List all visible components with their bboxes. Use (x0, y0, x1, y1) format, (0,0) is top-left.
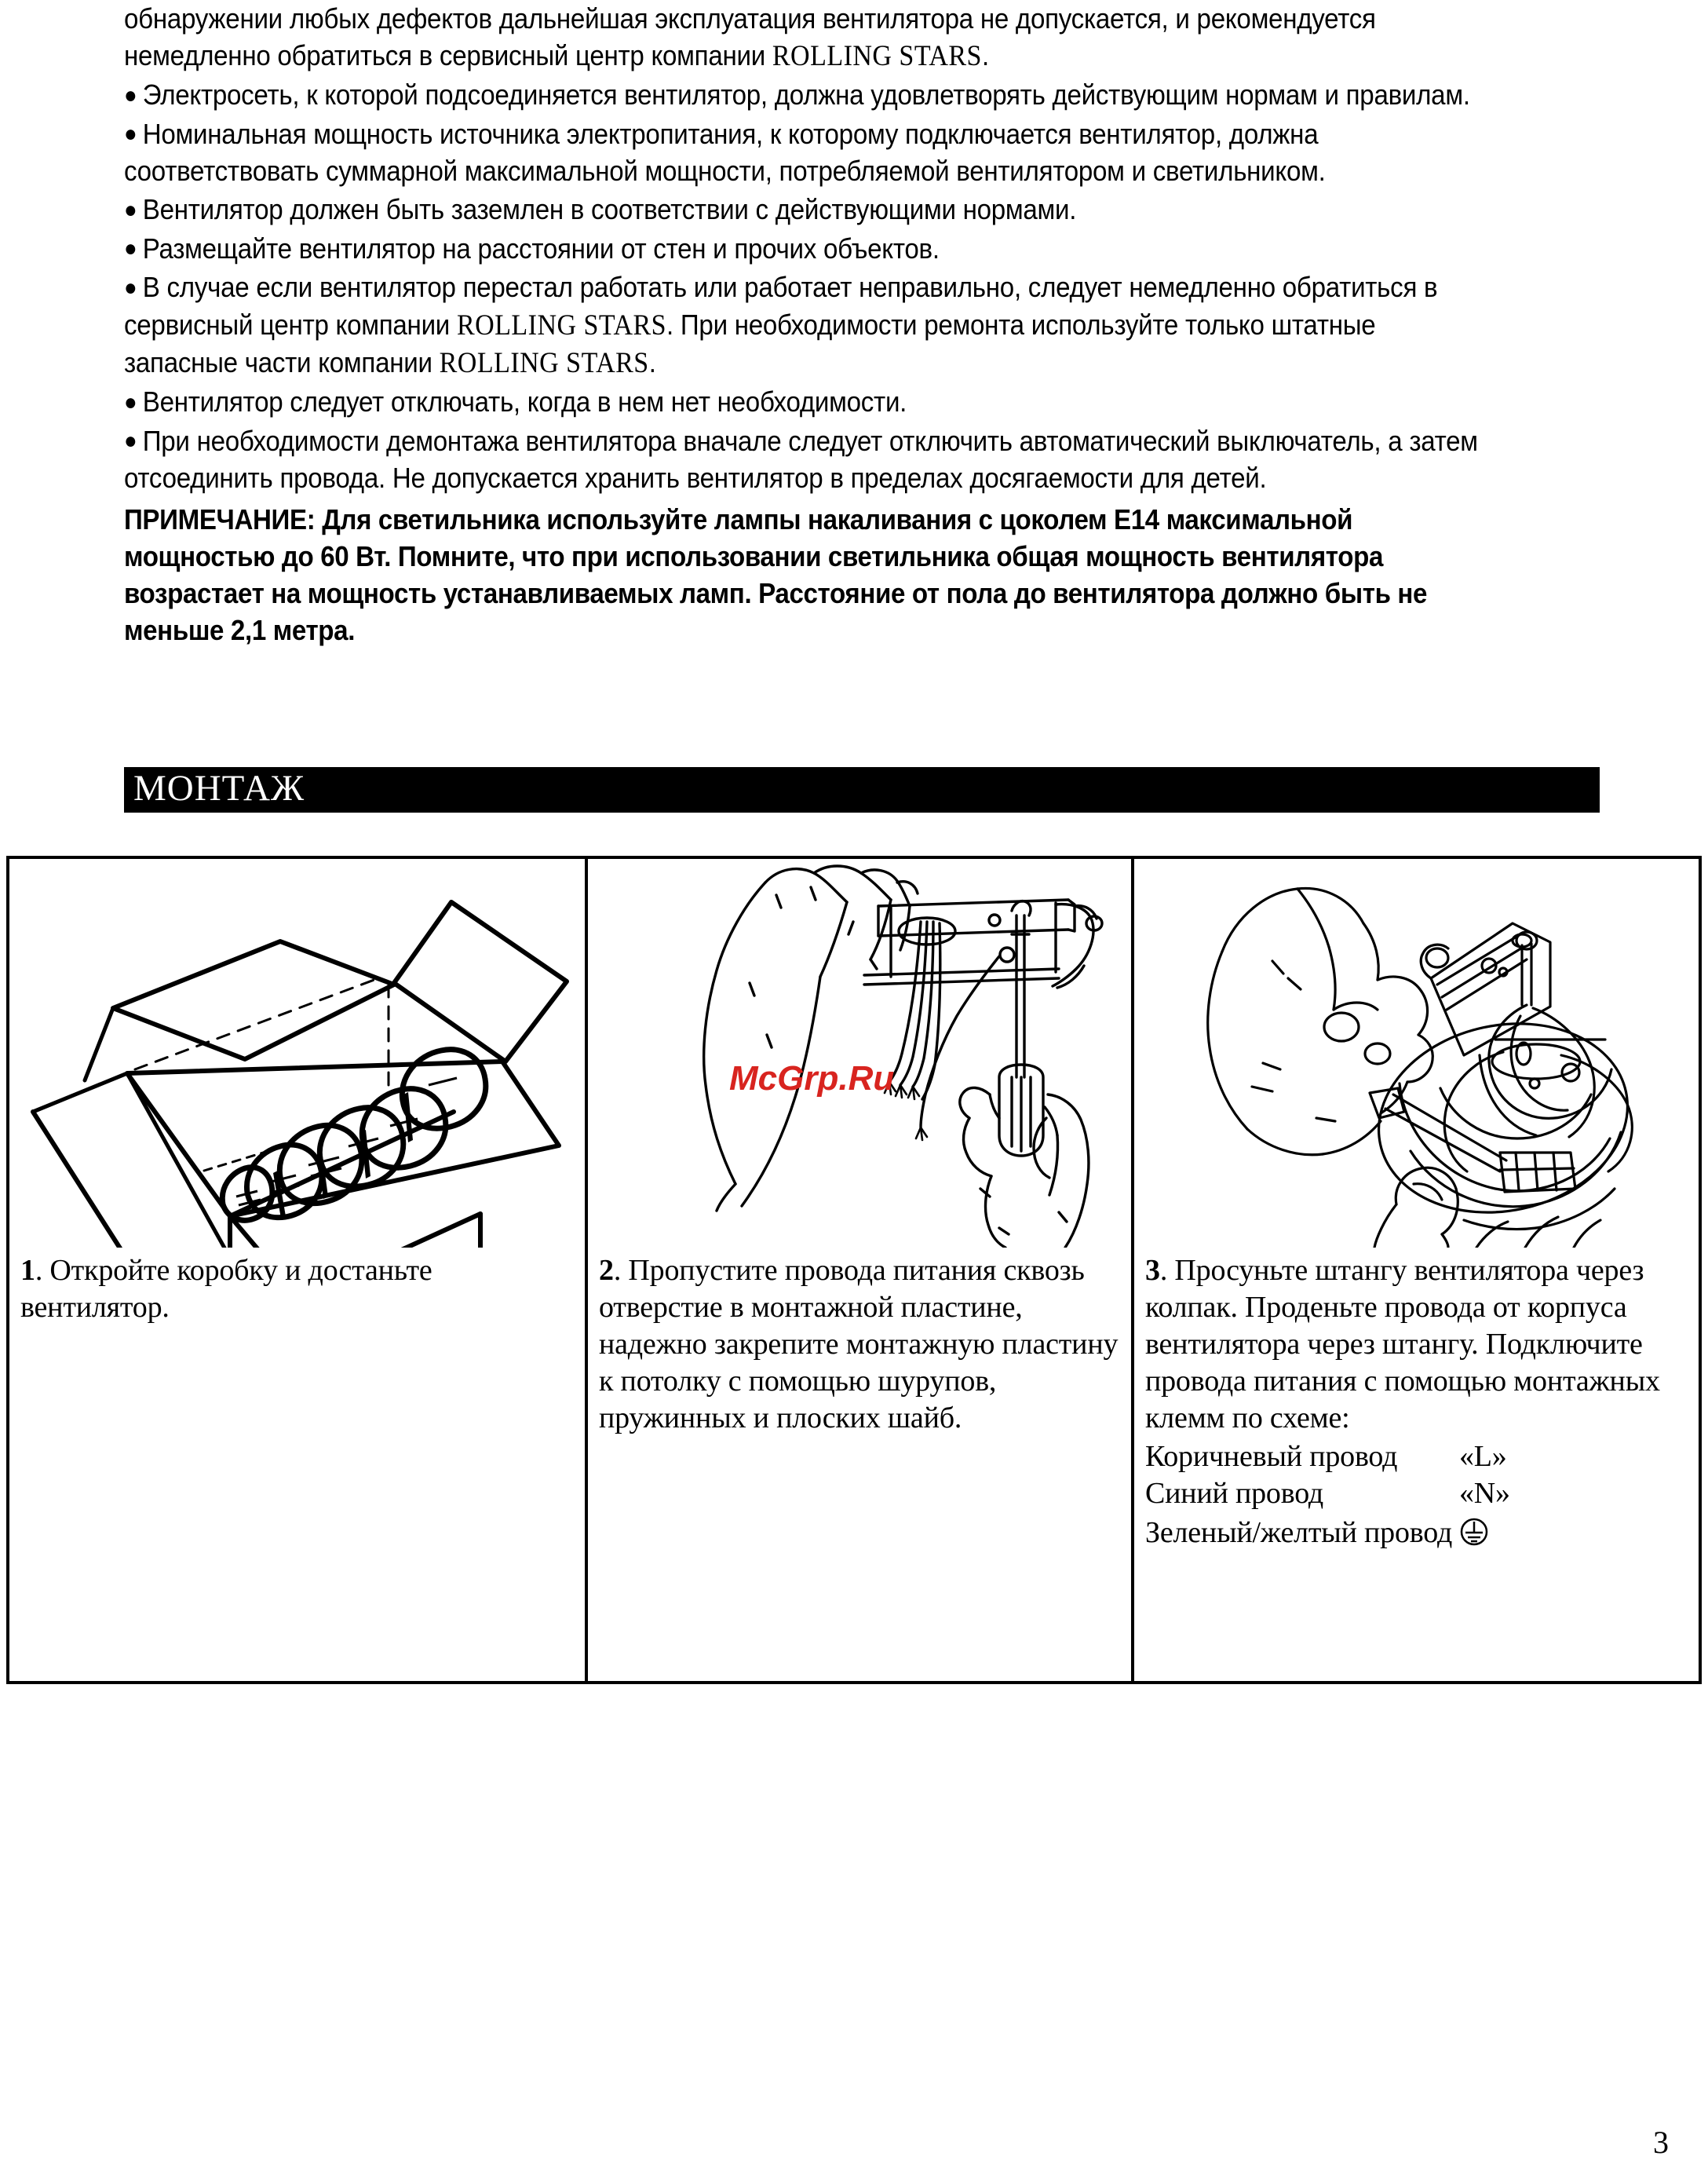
watermark-mcgrp: McGrp.Ru (729, 1059, 895, 1098)
body-paragraph (124, 191, 1482, 228)
open-box-with-fan-blades-illustration (9, 859, 585, 1248)
step-caption-3 (1134, 1248, 1699, 1551)
wire-row (1145, 1512, 1688, 1551)
step-cell-2 (585, 859, 1134, 1681)
paragraph-text: Номинальная мощность источника электропитания, к которому подключается вентилятор, должна соответствовать суммарной максимальной мощности, потребляемой вентилятором и светильником. (124, 117, 1326, 188)
earth-ground-symbol-icon (1459, 1517, 1489, 1556)
step-number-1: 1 (20, 1254, 35, 1287)
brand-name: ROLLING STARS (456, 309, 667, 342)
paragraph-text: Размещайте вентилятор на расстоянии от стен и прочих объектов. (142, 232, 940, 265)
brand-name: ROLLING STARS (439, 347, 649, 380)
body-paragraph (124, 230, 1482, 268)
section-header-bar (124, 767, 1600, 813)
wire-name-green-yellow: Зеленый/желтый провод (1145, 1516, 1453, 1549)
body-paragraph (124, 76, 1482, 114)
hands-canopy-downrod-wiring-illustration (1134, 859, 1699, 1248)
bullet-icon: ● (124, 236, 137, 262)
wire-terminal-l: «L» (1459, 1440, 1507, 1473)
body-paragraph (124, 115, 1482, 190)
paragraph-text: обнаружении любых дефектов дальнейшая эксплуатация вентилятора не допускается, и рекомендуется немедленно обратиться в сервисный центр компании (124, 2, 1376, 71)
bullet-icon: ● (124, 428, 137, 455)
paragraph-text: . (981, 39, 989, 71)
wire-terminal-n: «N» (1459, 1477, 1510, 1510)
note-paragraph: ПРИМЕЧАНИЕ: Для светильника используйте лампы накаливания с цоколем Е14 максимальной мощностью до 60 Вт. Помните, что при использовании светильника общая мощность вентилятора возрастает на мощность устанавливаемых ламп. Расстояние от пола до вентилятора должно быть не меньше 2,1 метра. (124, 503, 1428, 647)
step-cell-3 (1134, 859, 1699, 1681)
hands-mounting-plate-screwdriver-illustration (588, 859, 1131, 1248)
paragraph-text: При необходимости демонтажа вентилятора вначале следует отключить автоматический выключатель, а затем отсоединить провода. Не допускается хранить вентилятор в пределах досягаемости для детей. (124, 424, 1478, 495)
wire-name-blue: Синий провод (1145, 1477, 1324, 1510)
step-cell-1 (9, 859, 585, 1681)
step-text-1: . Откройте коробку и достаньте вентилятор. (20, 1254, 432, 1324)
step-text-2: . Пропустите провода питания сквозь отверстие в монтажной пластине, надежно закрепите монтажную пластину к потолку с помощью шурупов, пружинных и плоских шайб. (599, 1254, 1119, 1434)
paragraph-text: Вентилятор следует отключать, когда в нем нет необходимости. (142, 386, 907, 418)
paragraph-text: Электросеть, к которой подсоединяется вентилятор, должна удовлетворять действующим нормам и правилам. (142, 79, 1470, 111)
step-text-3: . Просуньте штангу вентилятора через колпак. Проденьте провода от корпуса вентилятора через штангу. Подключите провода питания с помощью монтажных клемм по схеме: (1145, 1254, 1660, 1434)
step-number-2: 2 (599, 1254, 614, 1287)
installation-steps-table (6, 856, 1702, 1684)
bullet-icon: ● (124, 196, 137, 223)
wire-name-brown: Коричневый провод (1145, 1440, 1398, 1473)
wire-row (1145, 1438, 1688, 1475)
body-text-block (124, 0, 1600, 649)
bullet-icon: ● (124, 275, 137, 301)
section-header-title: МОНТАЖ (133, 767, 305, 809)
paragraph-text: . (648, 346, 656, 379)
paragraph-list (124, 0, 1600, 496)
step-caption-1 (9, 1248, 585, 1326)
page-number: 3 (1653, 2125, 1669, 2160)
brand-name: ROLLING STARS (772, 40, 982, 72)
step-caption-2 (588, 1248, 1131, 1437)
paragraph-text: В случае если вентилятор перестал работать или работает неправильно, следует немедленно обратиться в сервисный центр компании (124, 271, 1438, 342)
body-paragraph (124, 269, 1482, 382)
wire-row (1145, 1475, 1688, 1512)
paragraph-text: . При необходимости ремонта используйте только штатные запасные части компании (124, 309, 1376, 379)
paragraph-text: Вентилятор должен быть заземлен в соответствии с действующими нормами. (142, 193, 1077, 226)
body-paragraph (124, 383, 1482, 421)
body-paragraph (124, 0, 1482, 75)
bullet-icon: ● (124, 389, 137, 415)
wire-connection-list (1145, 1438, 1688, 1551)
bullet-icon: ● (124, 121, 137, 148)
body-paragraph (124, 422, 1482, 497)
step-number-3: 3 (1145, 1254, 1160, 1287)
bullet-icon: ● (124, 82, 137, 108)
